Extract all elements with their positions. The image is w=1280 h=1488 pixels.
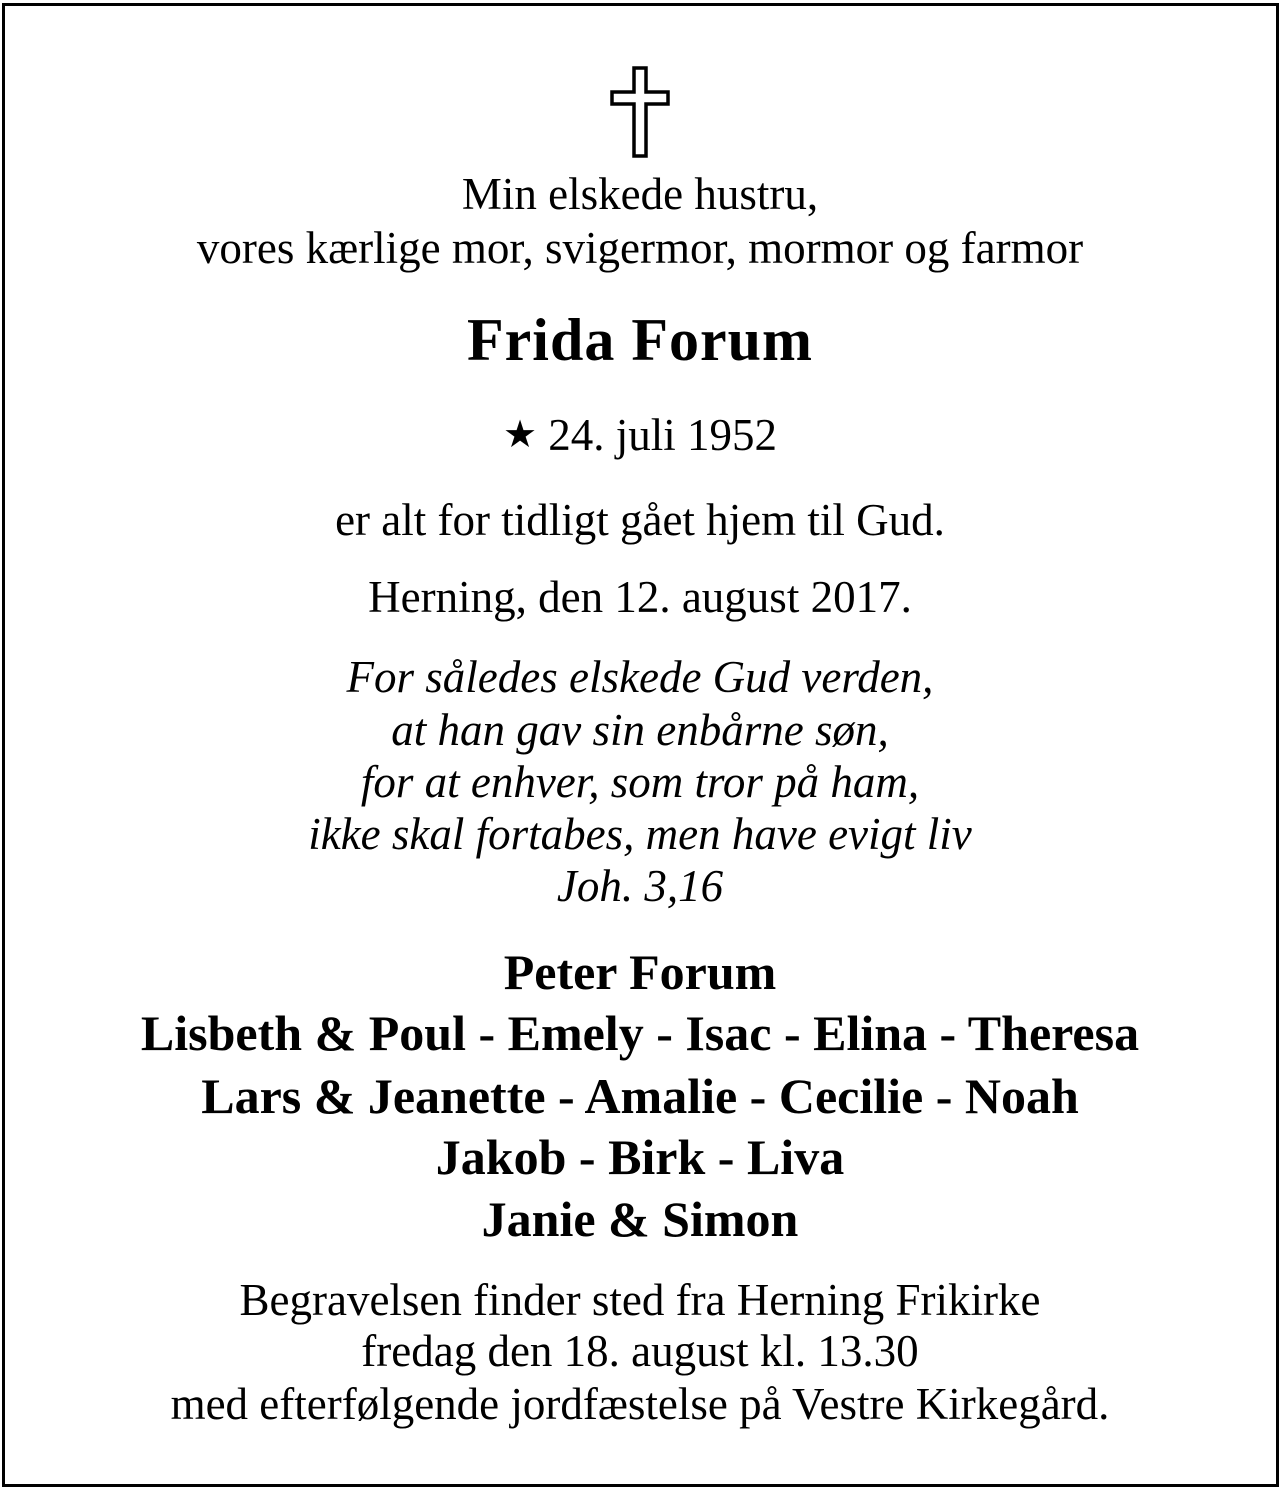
family-line-5: Janie & Simon [481, 1191, 799, 1247]
verse-line-3: for at enhver, som tror på ham, [360, 757, 920, 807]
birth-line [0, 410, 1280, 460]
intro-line-1: Min elskede hustru, [461, 169, 819, 219]
birth-date: 24. juli 1952 [548, 410, 778, 460]
passing-text: er alt for tidligt gået hjem til Gud. [335, 495, 945, 545]
family-line-3: Lars & Jeanette - Amalie - Cecilie - Noah [201, 1068, 1079, 1124]
funeral-line-3: med efterfølgende jordfæstelse på Vestre Kirkegård. [170, 1379, 1110, 1429]
place-date: Herning, den 12. august 2017. [368, 572, 912, 622]
verse-reference: Joh. 3,16 [556, 861, 724, 911]
verse-line-1: For således elskede Gud verden, [346, 652, 934, 702]
family-line-4: Jakob - Birk - Liva [435, 1129, 845, 1185]
intro-line-2: vores kærlige mor, svigermor, mormor og farmor [196, 223, 1084, 273]
cross-icon [610, 66, 670, 158]
family-line-2: Lisbeth & Poul - Emely - Isac - Elina - Theresa [140, 1005, 1140, 1061]
star-icon: ★ [502, 412, 538, 456]
verse-line-4: ikke skal fortabes, men have evigt liv [308, 809, 972, 859]
funeral-line-2: fredag den 18. august kl. 13.30 [361, 1326, 919, 1376]
funeral-line-1: Begravelsen finder sted fra Herning Frikirke [239, 1275, 1041, 1325]
deceased-name: Frida Forum [467, 307, 813, 373]
family-line-1: Peter Forum [503, 944, 777, 1000]
verse-line-2: at han gav sin enbårne søn, [391, 705, 889, 755]
